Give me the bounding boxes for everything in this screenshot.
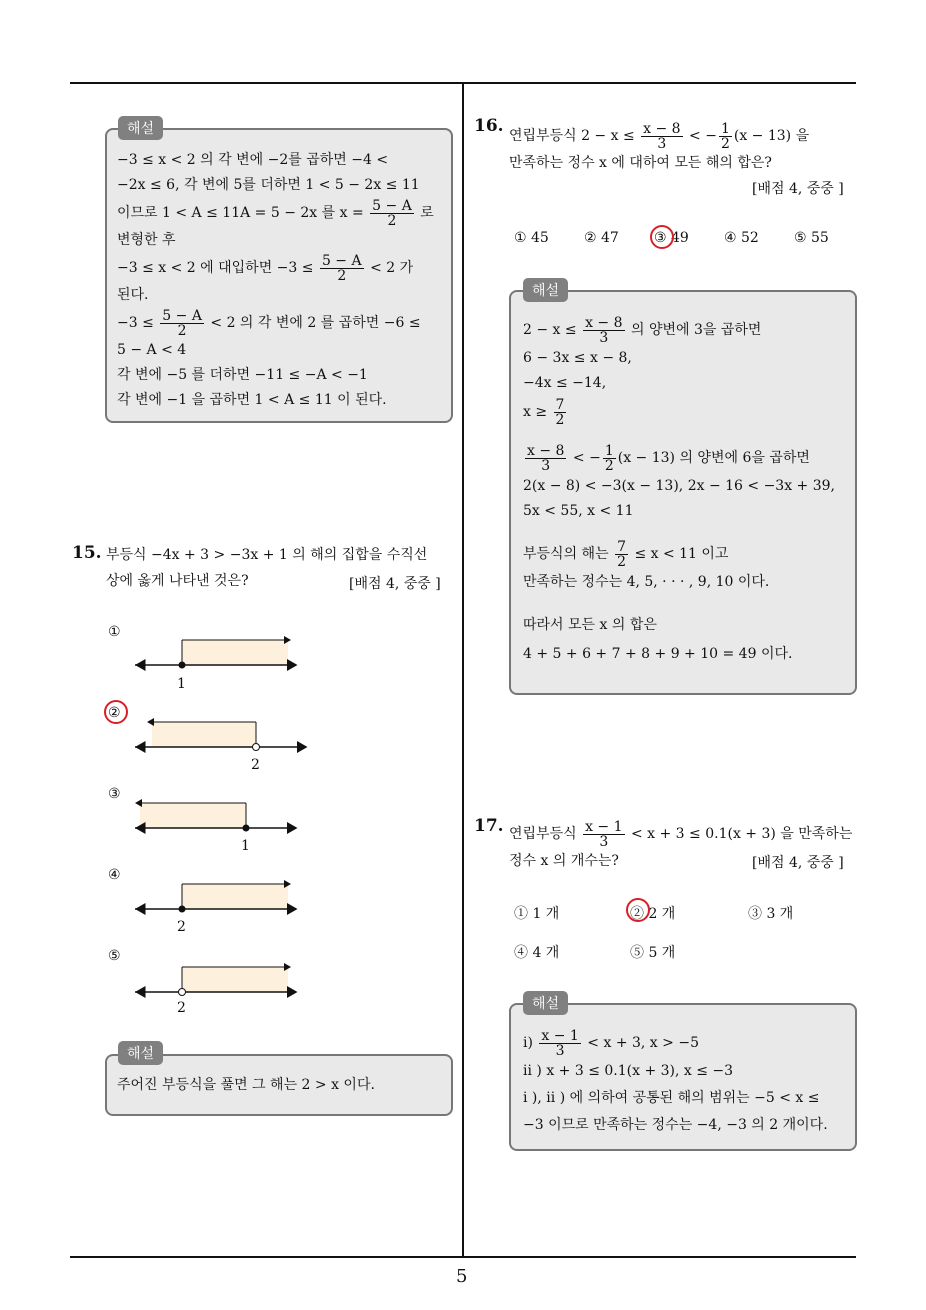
q17-sol-line-1: i) $\frac{x - 1}{3}$ < x + 3, x > −5 [523, 1027, 699, 1059]
q14-solution-tag: 해설 [118, 116, 163, 140]
column-divider [462, 82, 464, 1257]
fraction: $\frac{x - 8}{3}$ [585, 314, 623, 346]
fraction: $\frac{1}{2}$ [720, 120, 730, 152]
q17-solution-tag: 해설 [523, 991, 568, 1015]
q17-sol-line-3: i ), ii ) 에 의하여 공통된 해의 범위는 −5 < x ≤ [523, 1090, 820, 1106]
q15-option-3-mark[interactable]: ③ [108, 786, 121, 802]
q16-sol-line-5: $\frac{x - 8}{3}$ < − $\frac{1}{2}$ (x − 13) 의 양변에 6을 곱하면 [527, 442, 810, 474]
fraction: $\frac{5 - A}{2}$ [372, 197, 412, 229]
q14-sol-line-5: −3 ≤ x < 2 에 대입하면 −3 ≤ $\frac{5 - A}{2}$ < 2 가 [117, 252, 414, 284]
q15-number-lines [100, 615, 330, 1025]
q15-option-1-point: 1 [177, 676, 186, 692]
q15-option-3-point: 1 [241, 838, 250, 854]
q15-option-1[interactable] [135, 640, 296, 669]
q16-option-5[interactable]: ⑤ 55 [794, 230, 829, 246]
q17-number: 17. [474, 816, 504, 836]
q15-solution-tag: 해설 [118, 1041, 163, 1065]
fraction: $\frac{x - 1}{3}$ [585, 818, 623, 850]
q16-meta: [배점 4, 중중 ] [752, 181, 844, 197]
q16-option-3[interactable]: ③ 49 [654, 230, 689, 246]
fraction: $\frac{7}{2}$ [555, 396, 565, 428]
q16-sol-line-3: −4x ≤ −14, [523, 375, 607, 391]
q16-sol-line-11: 4 + 5 + 6 + 7 + 8 + 9 + 10 = 49 이다. [523, 646, 793, 662]
q15-text-line-1: 부등식 −4x + 3 > −3x + 1 의 해의 집합을 수직선 [106, 547, 428, 563]
answer-circle-mark [626, 898, 650, 922]
q15-option-5[interactable] [135, 967, 296, 996]
q15-solution-text: 주어진 부등식을 풀면 그 해는 2 > x 이다. [117, 1077, 375, 1093]
fraction: $\frac{5 - A}{2}$ [162, 307, 202, 339]
q17-option-1[interactable]: ① 1 개 [514, 906, 560, 922]
q15-option-5-point: 2 [177, 1000, 186, 1016]
q15-option-3[interactable] [135, 803, 296, 832]
q16-sol-line-10: 따라서 모든 x 의 합은 [523, 617, 657, 633]
q14-sol-line-8: 5 − A < 4 [117, 342, 187, 358]
q17-text-line-1: 연립부등식 $\frac{x - 1}{3}$ < x + 3 ≤ 0.1(x + 3) 을 만족하는 [509, 818, 853, 850]
q14-sol-line-3: 이므로 1 < A ≤ 11A = 5 − 2x 를 x = $\frac{5 - A}{2}$ 로 [117, 197, 434, 229]
q16-option-1[interactable]: ① 45 [514, 230, 549, 246]
page-number: 5 [456, 1266, 468, 1287]
q17-option-5[interactable]: ⑤ 5 개 [630, 945, 676, 961]
q17-option-3[interactable]: ③ 3 개 [748, 906, 794, 922]
q14-sol-line-4: 변형한 후 [117, 232, 176, 248]
bottom-rule [70, 1256, 856, 1258]
q17-sol-line-4: −3 이므로 만족하는 정수는 −4, −3 의 2 개이다. [523, 1117, 828, 1133]
q14-sol-line-9: 각 변에 −5 를 더하면 −11 ≤ −A < −1 [117, 367, 368, 383]
q16-solution-box [509, 290, 857, 695]
q16-sol-line-8: 부등식의 해는 $\frac{7}{2}$ ≤ x < 11 이고 [523, 538, 729, 570]
q15-option-4-point: 2 [177, 919, 186, 935]
q17-meta: [배점 4, 중중 ] [752, 855, 844, 871]
q16-option-2[interactable]: ② 47 [584, 230, 619, 246]
q16-sol-line-1: 2 − x ≤ $\frac{x - 8}{3}$ 의 양변에 3을 곱하면 [523, 314, 762, 346]
fraction: $\frac{x - 8}{3}$ [527, 442, 565, 474]
q16-solution-tag: 해설 [523, 278, 568, 302]
answer-circle-mark [650, 225, 674, 249]
q17-solution-box [509, 1003, 857, 1151]
q16-sol-line-2: 6 − 3x ≤ x − 8, [523, 350, 632, 366]
q15-option-1-mark[interactable]: ① [108, 624, 121, 640]
q16-text-line-2: 만족하는 정수 x 에 대하여 모든 해의 합은? [509, 155, 772, 171]
q14-solution-box [105, 128, 453, 423]
q14-sol-line-10: 각 변에 −1 을 곱하면 1 < A ≤ 11 이 된다. [117, 392, 387, 408]
q16-sol-line-7: 5x < 55, x < 11 [523, 503, 634, 519]
q15-number: 15. [72, 543, 102, 563]
q16-option-4[interactable]: ④ 52 [724, 230, 759, 246]
q17-sol-line-2: ii ) x + 3 ≤ 0.1(x + 3), x ≤ −3 [523, 1063, 734, 1079]
q16-number: 16. [474, 116, 504, 136]
q15-option-4-mark[interactable]: ④ [108, 867, 121, 883]
q17-option-2[interactable]: ② 2 개 [630, 906, 676, 922]
q14-sol-line-7: −3 ≤ $\frac{5 - A}{2}$ < 2 의 각 변에 2 를 곱하면 −6 ≤ [117, 307, 421, 339]
q16-text-line-1: 연립부등식 2 − x ≤ $\frac{x - 8}{3}$ < − $\frac{1}{2}$ (x − 13) 을 [509, 120, 810, 152]
q16-sol-line-9: 만족하는 정수는 4, 5, · · · , 9, 10 이다. [523, 574, 770, 590]
fraction: $\frac{x - 1}{3}$ [541, 1027, 579, 1059]
q15-text-line-2: 상에 옳게 나타낸 것은? [106, 573, 249, 589]
q16-sol-line-4: x ≥ $\frac{7}{2}$ [523, 396, 565, 428]
fraction: $\frac{x - 8}{3}$ [643, 120, 681, 152]
q14-sol-line-6: 된다. [117, 287, 149, 303]
q15-option-2-mark[interactable]: ② [108, 705, 121, 721]
q15-option-2[interactable] [135, 722, 306, 751]
q17-option-4[interactable]: ④ 4 개 [514, 945, 560, 961]
q15-meta: [배점 4, 중중 ] [349, 576, 441, 592]
fraction: $\frac{7}{2}$ [617, 538, 626, 570]
q14-sol-line-1: −3 ≤ x < 2 의 각 변에 −2를 곱하면 −4 < [117, 152, 389, 168]
q14-sol-line-2: −2x ≤ 6, 각 변에 5를 더하면 1 < 5 − 2x ≤ 11 [117, 177, 420, 193]
fraction: $\frac{1}{2}$ [604, 442, 614, 474]
q15-option-5-mark[interactable]: ⑤ [108, 948, 121, 964]
fraction: $\frac{5 - A}{2}$ [321, 252, 362, 284]
q15-option-4[interactable] [135, 884, 296, 913]
q17-text-line-2: 정수 x 의 개수는? [509, 853, 619, 869]
answer-circle-mark [104, 700, 128, 724]
q15-option-2-point: 2 [251, 757, 260, 773]
q16-sol-line-6: 2(x − 8) < −3(x − 13), 2x − 16 < −3x + 39, [523, 478, 836, 494]
